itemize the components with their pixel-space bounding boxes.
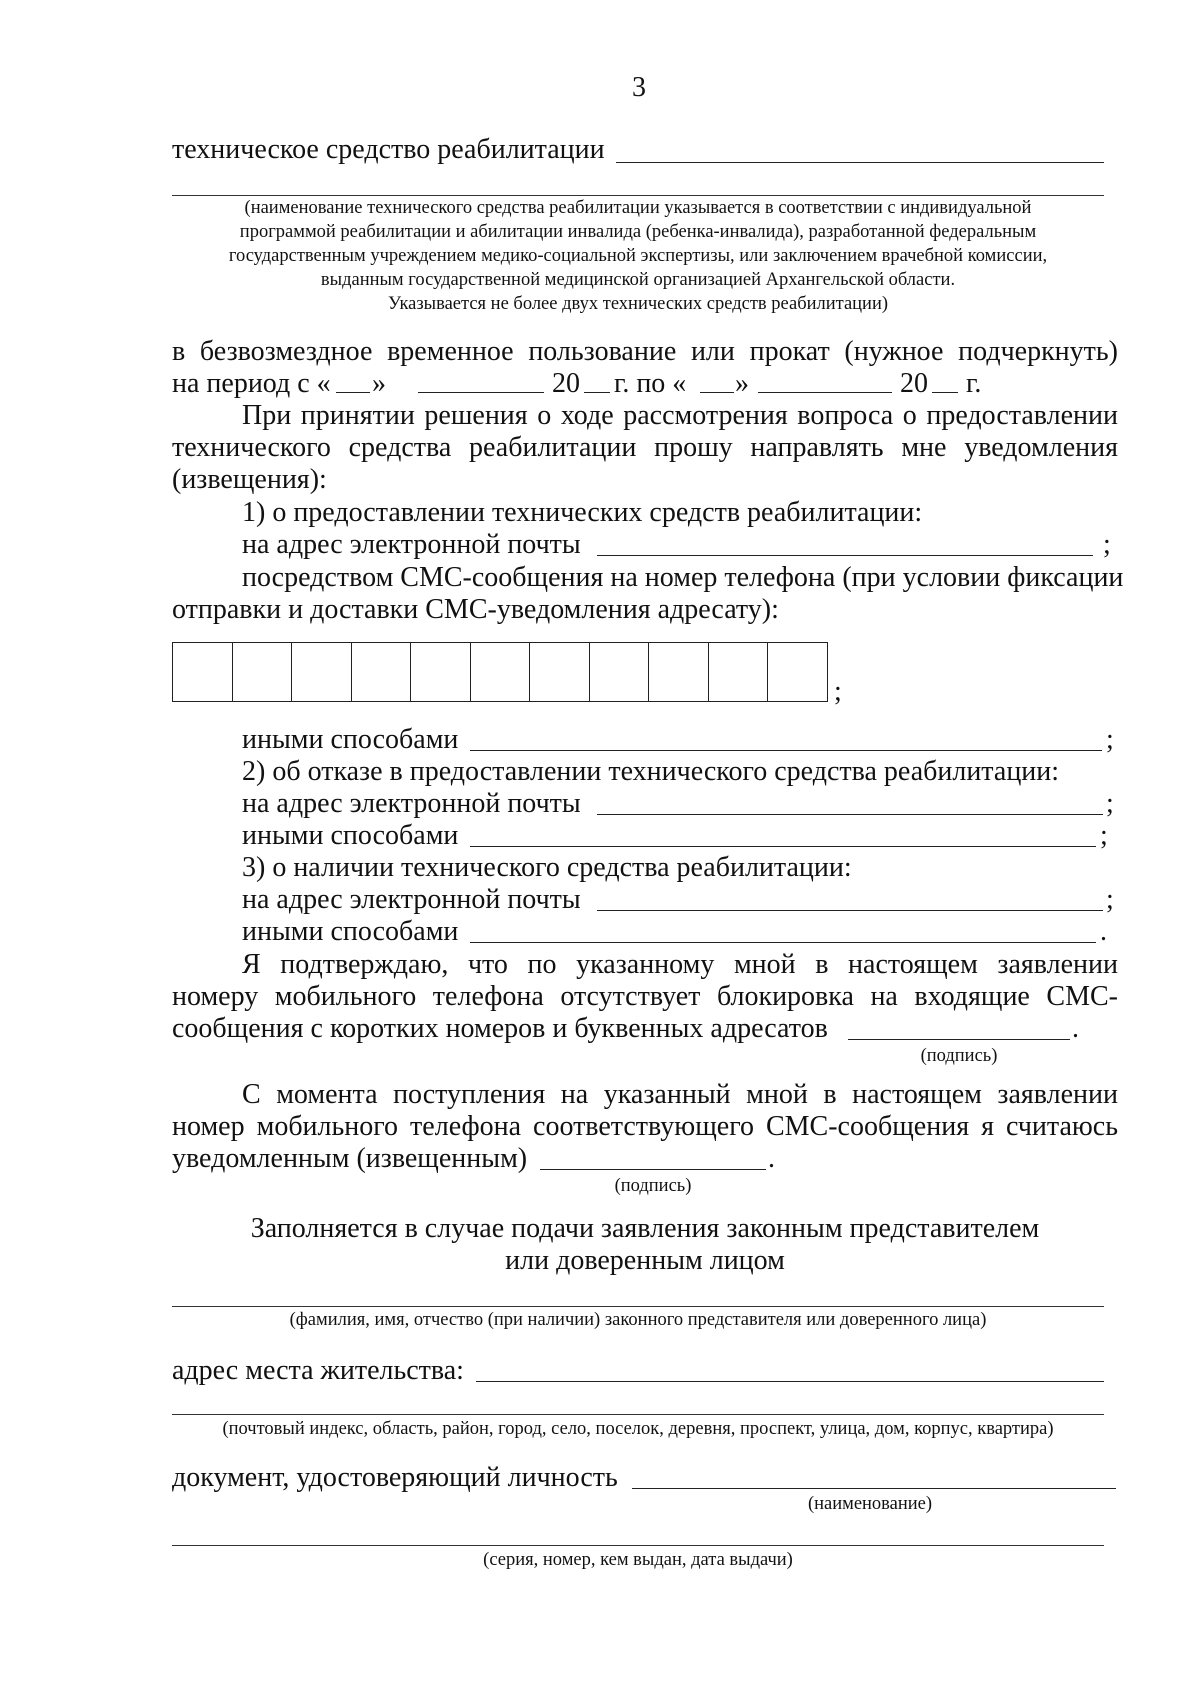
phone-digit-cell[interactable] [768,643,827,701]
item1-sms-1: посредством СМС-сообщения на номер телефона (при условии фиксации [242,562,1124,593]
period-month-end[interactable] [758,392,892,393]
tsr-caption-5: Указывается не более двух технических средств реабилитации) [387,294,889,314]
confirm-signature-line[interactable] [848,1039,1070,1040]
address-input-line[interactable] [476,1381,1104,1382]
notify-intro-3: (извещения): [172,464,327,495]
moment-line-1: С момента поступления на указанный мной в настоящем заявлении [242,1079,1118,1110]
tsr-caption-2: программой реабилитации и абилитации инвалида (ребенка-инвалида), разработанной федеральным [239,222,1037,242]
item2-email-semicolon: ; [1106,788,1114,819]
phone-digit-cell[interactable] [590,643,650,701]
item3-email-label: на адрес электронной почты [242,884,581,915]
period-day-end[interactable] [700,392,734,393]
phone-semicolon: ; [834,676,842,707]
item2-other-input[interactable] [470,846,1096,847]
item1-other-semicolon: ; [1106,724,1114,755]
notify-intro-1: При принятии решения о ходе рассмотрения вопроса о предоставлении [242,400,1118,431]
phone-digit-cell[interactable] [471,643,531,701]
quote-close-1: » [372,368,386,399]
moment-period: . [768,1143,775,1174]
tsr-caption-4: выданным государственной медицинской организацией Архангельской области. [320,270,956,290]
item2-email-input[interactable] [597,814,1103,815]
period-year-end[interactable] [932,392,958,393]
period-year-start[interactable] [584,392,610,393]
confirm-line-1: Я подтверждаю, что по указанному мной в настоящем заявлении [242,949,1118,980]
tsr-caption-1: (наименование технического средства реабилитации указывается в соответствии с индивидуальной [244,198,1032,218]
year-prefix-2: 20 [900,368,928,399]
tsr-caption-3: государственным учреждением медико-социальной экспертизы, или заключением врачебной комиссии, [228,246,1048,266]
fio-caption: (фамилия, имя, отчество (при наличии) законного представителя или доверенного лица) [289,1310,987,1330]
item1-sms-2: отправки и доставки СМС-уведомления адресату): [172,594,779,625]
confirm-period: . [1072,1013,1079,1044]
doc-label: документ, удостоверяющий личность [172,1462,618,1493]
item1-other-input[interactable] [470,750,1102,751]
address-label: адрес места жительства: [172,1355,464,1386]
item2-heading: 2) об отказе в предоставлении технического средства реабилитации: [242,756,1060,787]
period-day-start[interactable] [336,392,370,393]
confirm-line-2: номеру мобильного телефона отсутствует блокировка на входящие СМС- [172,981,1118,1012]
phone-digit-cell[interactable] [411,643,471,701]
period-prefix: на период с « [172,368,331,399]
item1-email-semicolon: ; [1103,529,1111,560]
doc-name-caption: (наименование) [807,1494,933,1514]
item3-email-input[interactable] [597,910,1103,911]
tsr-input-line[interactable] [616,162,1104,163]
item3-other-period: . [1100,916,1107,947]
item2-other-semicolon: ; [1100,820,1108,851]
item1-heading: 1) о предоставлении технических средств реабилитации: [242,497,923,528]
phone-digit-cell[interactable] [649,643,709,701]
item3-heading: 3) о наличии технического средства реабилитации: [242,852,852,883]
moment-signature-caption: (подпись) [614,1176,692,1196]
phone-digit-cell[interactable] [352,643,412,701]
item1-email-input[interactable] [597,555,1093,556]
confirm-line-3: сообщения с коротких номеров и буквенных адресатов [172,1013,828,1044]
moment-line-2: номер мобильного телефона соответствующего СМС-сообщения я считаюсь [172,1111,1118,1142]
doc-details-input-line[interactable] [172,1545,1104,1546]
until-label: г. по « [614,368,687,399]
address-caption: (почтовый индекс, область, район, город, село, поселок, деревня, проспект, улица, дом, корпус, квартира) [222,1419,1054,1439]
item2-email-label: на адрес электронной почты [242,788,581,819]
phone-digit-cell[interactable] [530,643,590,701]
period-month-start[interactable] [418,392,544,393]
doc-name-input-line[interactable] [632,1488,1116,1489]
representative-heading-1: Заполняется в случае подачи заявления законным представителем [250,1213,1040,1244]
moment-line-3: уведомленным (извещенным) [172,1143,528,1174]
phone-number-grid[interactable] [172,642,828,702]
item3-other-input[interactable] [470,942,1096,943]
phone-digit-cell[interactable] [709,643,769,701]
item2-other-label: иными способами [242,820,459,851]
item1-other-label: иными способами [242,724,459,755]
moment-signature-line[interactable] [540,1169,766,1170]
quote-close-2: » [735,368,749,399]
doc-details-caption: (серия, номер, кем выдан, дата выдачи) [483,1550,793,1570]
tsr-label: техническое средство реабилитации [172,134,605,165]
representative-heading-2: или доверенным лицом [505,1245,785,1276]
item3-email-semicolon: ; [1106,884,1114,915]
fio-input-line[interactable] [172,1306,1104,1307]
item3-other-label: иными способами [242,916,459,947]
page-number: 3 [632,72,646,103]
phone-digit-cell[interactable] [292,643,352,701]
year-prefix-1: 20 [552,368,580,399]
phone-digit-cell[interactable] [173,643,233,701]
year-suffix: г. [966,368,982,399]
item1-email-label: на адрес электронной почты [242,529,581,560]
phone-digit-cell[interactable] [233,643,293,701]
address-input-line-2[interactable] [172,1414,1104,1415]
confirm-signature-caption: (подпись) [920,1046,998,1066]
tsr-input-line-2[interactable] [172,195,1104,196]
notify-intro-2: технического средства реабилитации прошу направлять мне уведомления [172,432,1118,463]
usage-line: в безвозмездное временное пользование или прокат (нужное подчеркнуть) [172,336,1118,367]
